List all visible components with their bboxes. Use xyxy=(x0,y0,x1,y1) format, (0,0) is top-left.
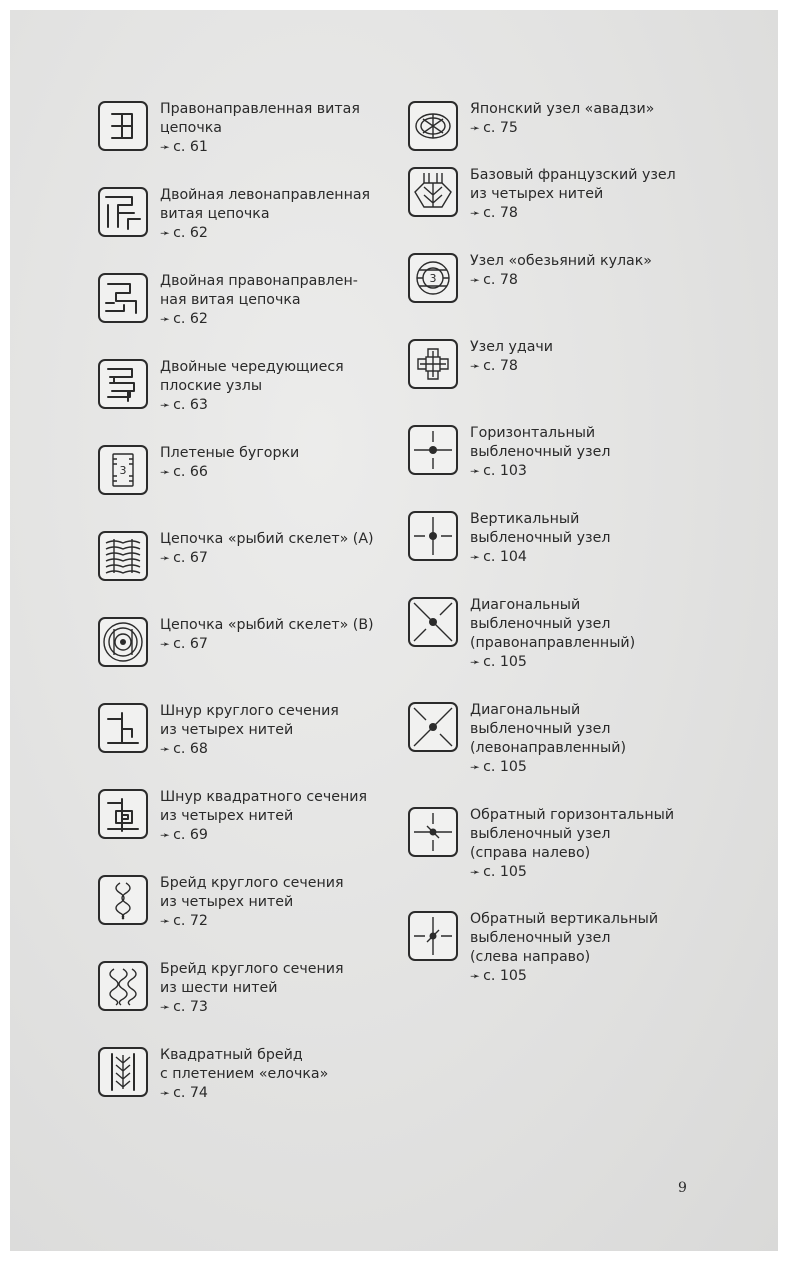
double-spiral-right-icon xyxy=(98,273,148,323)
reverse-vertical-clove-icon xyxy=(408,911,458,961)
entry-title-line: Цепочка «рыбий скелет» (B) xyxy=(160,617,374,633)
page-reference xyxy=(470,462,610,481)
entry-title-line: цепочка xyxy=(160,120,222,136)
entry-title-line: Диагональный xyxy=(470,597,581,613)
entry-title-line: Базовый французский узел xyxy=(470,167,676,183)
page-reference-text: с. 68 xyxy=(173,741,208,757)
page-reference xyxy=(160,912,344,931)
arrow-icon: ➛ xyxy=(470,359,481,373)
round-braid-four-icon xyxy=(98,875,148,925)
arrow-icon: ➛ xyxy=(160,742,171,756)
page-reference xyxy=(470,548,610,567)
entry-diagonal-clove-left xyxy=(408,701,626,777)
arrow-icon: ➛ xyxy=(470,206,481,220)
round-braid-six-icon xyxy=(98,961,148,1011)
page-reference-text: с. 62 xyxy=(173,311,208,327)
page-reference-text: с. 62 xyxy=(173,225,208,241)
arrow-icon: ➛ xyxy=(470,464,481,478)
reverse-horizontal-clove-icon xyxy=(408,807,458,857)
entry-monkey-fist xyxy=(408,252,652,303)
entry-title-line: из четырех нитей xyxy=(160,894,294,910)
arrow-icon: ➛ xyxy=(160,637,171,651)
diagonal-clove-left-icon xyxy=(408,702,458,752)
page-reference xyxy=(470,653,635,672)
entry-title-line: из четырех нитей xyxy=(160,722,294,738)
entry-title-line: выбленочный узел xyxy=(470,826,611,842)
entry-title-line: Горизонтальный xyxy=(470,425,596,441)
book-page xyxy=(10,10,778,1251)
arrow-icon: ➛ xyxy=(160,551,171,565)
entry-french-knot xyxy=(408,166,676,223)
herringbone-braid-icon xyxy=(98,1047,148,1097)
page-reference-text: с. 105 xyxy=(483,654,527,670)
entry-double-spiral-left xyxy=(98,186,370,243)
page-reference-text: с. 105 xyxy=(483,759,527,775)
entry-title-line: выбленочный узел xyxy=(470,721,611,737)
page-reference-text: с. 67 xyxy=(173,636,208,652)
page-reference xyxy=(160,549,374,568)
fishbone-b-icon xyxy=(98,617,148,667)
entry-title-line: Квадратный брейд xyxy=(160,1047,303,1063)
entry-reverse-vertical-clove xyxy=(408,910,658,986)
vertical-clove-icon xyxy=(408,511,458,561)
arrow-icon: ➛ xyxy=(470,655,481,669)
entry-title-line: (справа налево) xyxy=(470,845,591,861)
entry-title-line: Шнур квадратного сечения xyxy=(160,789,368,805)
entry-title-line: выбленочный узел xyxy=(470,444,611,460)
entry-herringbone-braid xyxy=(98,1046,328,1103)
arrow-icon: ➛ xyxy=(160,1000,171,1014)
entry-title-line: Шнур круглого сечения xyxy=(160,703,339,719)
spiral-chain-right-icon xyxy=(98,101,148,151)
entry-fishbone-a xyxy=(98,530,374,581)
entry-title-line: Брейд круглого сечения xyxy=(160,961,344,977)
entry-reverse-horizontal-clove xyxy=(408,806,674,882)
entry-round-cord-four xyxy=(98,702,339,759)
arrow-icon: ➛ xyxy=(160,465,171,479)
page-reference-text: с. 75 xyxy=(483,120,518,136)
page-reference-text: с. 72 xyxy=(173,913,208,929)
page-reference-text: с. 105 xyxy=(483,968,527,984)
entry-awaji-knot xyxy=(408,100,654,151)
page-reference xyxy=(160,224,370,243)
arrow-icon: ➛ xyxy=(470,273,481,287)
page-reference xyxy=(160,1084,328,1103)
page-reference-text: с. 104 xyxy=(483,549,527,565)
arrow-icon: ➛ xyxy=(160,914,171,928)
page-reference xyxy=(160,310,358,329)
arrow-icon: ➛ xyxy=(470,121,481,135)
arrow-icon: ➛ xyxy=(470,969,481,983)
entry-alternating-flat-knots xyxy=(98,358,344,415)
entry-title-line: Узел «обезьяний кулак» xyxy=(470,253,652,269)
entry-title-line: с плетением «елочка» xyxy=(160,1066,329,1082)
arrow-icon: ➛ xyxy=(470,865,481,879)
page-reference xyxy=(470,357,553,376)
entry-title-line: Правонаправленная витая xyxy=(160,101,360,117)
arrow-icon: ➛ xyxy=(470,760,481,774)
page-reference xyxy=(160,998,344,1017)
arrow-icon: ➛ xyxy=(160,312,171,326)
page-reference xyxy=(160,826,367,845)
arrow-icon: ➛ xyxy=(160,828,171,842)
page-reference xyxy=(470,758,626,777)
woven-bumps-icon xyxy=(98,445,148,495)
entry-title-line: (слева направо) xyxy=(470,949,591,965)
luck-knot-icon xyxy=(408,339,458,389)
entry-horizontal-clove xyxy=(408,424,610,481)
entry-square-cord-four xyxy=(98,788,367,845)
entry-title-line: из четырех нитей xyxy=(470,186,604,202)
entry-title-line: Диагональный xyxy=(470,702,581,718)
entry-title-line: Брейд круглого сечения xyxy=(160,875,344,891)
icon-digit: 3 xyxy=(429,272,437,285)
entry-vertical-clove xyxy=(408,510,610,567)
page-reference xyxy=(160,463,299,482)
page-reference xyxy=(470,863,674,882)
horizontal-clove-icon xyxy=(408,425,458,475)
page-reference-text: с. 74 xyxy=(173,1085,208,1101)
monkey-fist-icon xyxy=(408,253,458,303)
arrow-icon: ➛ xyxy=(160,398,171,412)
page-reference xyxy=(160,740,339,759)
entry-woven-bumps xyxy=(98,444,299,495)
page-reference-text: с. 73 xyxy=(173,999,208,1015)
entry-title-line: выбленочный узел xyxy=(470,616,611,632)
round-cord-four-icon xyxy=(98,703,148,753)
awaji-knot-icon xyxy=(408,101,458,151)
entry-title-line: ная витая цепочка xyxy=(160,292,301,308)
french-knot-icon xyxy=(408,167,458,217)
entry-title-line: Японский узел «авадзи» xyxy=(470,101,655,117)
entry-title-line: Обратный вертикальный xyxy=(470,911,659,927)
entry-title-line: Вертикальный xyxy=(470,511,580,527)
entry-title-line: Узел удачи xyxy=(470,339,553,355)
entry-title-line: из шести нитей xyxy=(160,980,278,996)
entry-title-line: витая цепочка xyxy=(160,206,270,222)
entry-title-line: плоские узлы xyxy=(160,378,263,394)
page-reference xyxy=(470,967,658,986)
page-reference xyxy=(160,396,344,415)
arrow-icon: ➛ xyxy=(160,1086,171,1100)
entry-title-line: из четырех нитей xyxy=(160,808,294,824)
entry-title-line: Цепочка «рыбий скелет» (A) xyxy=(160,531,374,547)
entry-title-line: (левонаправленный) xyxy=(470,740,626,756)
double-spiral-left-icon xyxy=(98,187,148,237)
entry-round-braid-six xyxy=(98,960,344,1017)
page-reference-text: с. 105 xyxy=(483,864,527,880)
page-reference-text: с. 66 xyxy=(173,464,208,480)
page-reference-text: с. 69 xyxy=(173,827,208,843)
page-reference xyxy=(470,271,652,290)
page-reference-text: с. 103 xyxy=(483,463,527,479)
page-reference xyxy=(160,635,374,654)
entry-diagonal-clove-right xyxy=(408,596,635,672)
square-cord-four-icon xyxy=(98,789,148,839)
arrow-icon: ➛ xyxy=(160,226,171,240)
page-reference-text: с. 78 xyxy=(483,358,518,374)
page-reference-text: с. 78 xyxy=(483,205,518,221)
entry-round-braid-four xyxy=(98,874,344,931)
entry-double-spiral-right xyxy=(98,272,358,329)
diagonal-clove-right-icon xyxy=(408,597,458,647)
page-reference-text: с. 63 xyxy=(173,397,208,413)
entry-spiral-chain-right xyxy=(98,100,360,157)
entry-luck-knot xyxy=(408,338,553,389)
page-reference-text: с. 67 xyxy=(173,550,208,566)
entry-title-line: Обратный горизонтальный xyxy=(470,807,675,823)
icon-digit: 3 xyxy=(119,464,127,477)
page-number: 9 xyxy=(678,1180,687,1196)
entry-title-line: Двойная правонаправлен- xyxy=(160,273,358,289)
arrow-icon: ➛ xyxy=(160,140,171,154)
entry-title-line: Двойная левонаправленная xyxy=(160,187,371,203)
page-reference xyxy=(160,138,360,157)
page-reference-text: с. 61 xyxy=(173,139,208,155)
page-reference-text: с. 78 xyxy=(483,272,518,288)
entry-title-line: (правонаправленный) xyxy=(470,635,636,651)
page-reference xyxy=(470,204,676,223)
entry-title-line: Плетеные бугорки xyxy=(160,445,300,461)
alternating-flat-knots-icon xyxy=(98,359,148,409)
entry-title-line: выбленочный узел xyxy=(470,530,611,546)
page-reference xyxy=(470,119,654,138)
fishbone-a-icon xyxy=(98,531,148,581)
entry-title-line: выбленочный узел xyxy=(470,930,611,946)
entry-fishbone-b xyxy=(98,616,374,667)
entry-title-line: Двойные чередующиеся xyxy=(160,359,344,375)
arrow-icon: ➛ xyxy=(470,550,481,564)
